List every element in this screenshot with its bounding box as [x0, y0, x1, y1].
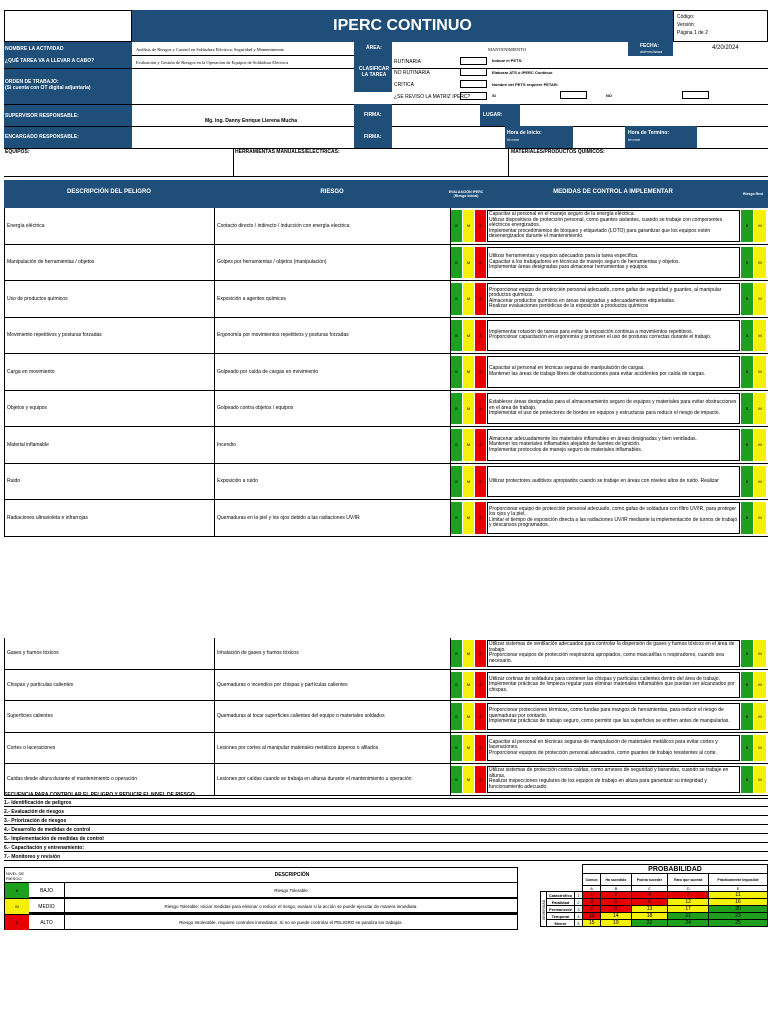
riesgo-cell[interactable]: Lesiones por caídas cuando se trabaja en alturas durante el mantenimiento u operación [215, 764, 451, 795]
nivel-desc: Riesgo Tolerable; Iniciar medidas para eliminar o reducir el riesgo, evaluar si la acción se puede ejecutar de manera inmediata. [164, 904, 418, 909]
matrix-cell: 10 [583, 913, 601, 920]
matrix-cell: 21 [668, 913, 709, 920]
sev-row-number: 4 [575, 913, 583, 920]
no-label: NO [606, 93, 612, 98]
codigo-label: Código: [677, 14, 695, 20]
nivel-desc: Riesgo Tolerable [274, 888, 308, 893]
risk-level-m[interactable]: M [463, 283, 474, 315]
risk-level-a[interactable]: A [475, 320, 486, 352]
peligro-cell[interactable]: Movimiento repetitivos y posturas forzadas [5, 318, 215, 354]
table-row [4, 670, 768, 702]
matrix-cell: 23 [709, 913, 768, 920]
matrix-cell: 9 [601, 906, 631, 913]
nivel-desc: Riesgo Intolerable, requiere controles inmediatos. Si no se puede controlar el PELIGRO se paraliza los trabajos. [179, 920, 403, 925]
medidas-cell[interactable]: Utilizar protectores auditivos apropiados cuando se trabaje en áreas con niveles altos de ruido. Realizar [487, 466, 740, 498]
residual-risk-m[interactable]: M [754, 210, 766, 242]
peligro-cell[interactable]: Cortes o laceraciones [5, 733, 215, 764]
matrix-cell: 25 [709, 920, 768, 927]
matrix-cell: 1 [583, 892, 601, 899]
risk-level-m[interactable]: M [463, 766, 474, 793]
prob-col-label: Podría suceder [631, 874, 668, 886]
probabilidad-title: PROBABILIDAD [583, 865, 768, 874]
herramientas-label: HERRAMIENTAS MANUALES/ELECTRICAS: [235, 149, 340, 155]
riesgo-cell[interactable]: Lesiones por cortes al manipular materiales metálicos ásperos o afilados [215, 733, 451, 764]
risk-level-a[interactable]: A [475, 502, 486, 534]
page-title: IPERC CONTINUO [333, 17, 472, 34]
risk-level-b[interactable]: B [451, 393, 462, 425]
sev-row-number: 5 [575, 920, 583, 927]
prob-col-letter: A [583, 886, 601, 892]
divider [132, 55, 354, 56]
no-rutinaria-checkbox[interactable] [460, 68, 487, 76]
matrix-cell: 17 [668, 906, 709, 913]
residual-risk-b[interactable]: B [741, 640, 753, 667]
hora-inicio-sub: hh:mm [507, 137, 520, 142]
matriz-checkbox[interactable] [460, 92, 487, 100]
risk-level-m[interactable]: M [463, 393, 474, 425]
residual-risk-m[interactable]: M [754, 502, 766, 534]
matrix-cell: 6 [583, 906, 601, 913]
sequence-title: SECUENCIA PARA CONTROLAR EL PELIGRO Y REDUCIR EL NIVEL DE RIESGO [4, 792, 768, 799]
equipos-label: EQUIPOS: [5, 149, 30, 155]
rutinaria-checkbox[interactable] [460, 57, 487, 65]
risk-level-a[interactable]: A [475, 393, 486, 425]
version-label: Versión: [677, 22, 696, 28]
nivel-code: M [5, 899, 29, 914]
residual-risk-m[interactable]: M [754, 356, 766, 388]
risk-level-b[interactable]: B [451, 247, 462, 279]
fecha-value[interactable]: 4/20/2024 [712, 45, 739, 51]
table-row [4, 733, 768, 765]
nivel-name: BAJO [29, 883, 65, 898]
risk-level-m[interactable]: M [463, 320, 474, 352]
col-descripcion-header: DESCRIPCIÓN DEL PELIGRO [67, 189, 151, 195]
riesgo-cell[interactable]: Quemaduras al tocar superficies calientes del equipo o materiales soldados [215, 701, 451, 732]
materiales-label: MATERIALES/PRODUCTOS QUIMICOS: [511, 149, 605, 155]
equipos-box[interactable] [4, 148, 234, 176]
table-row [4, 500, 768, 537]
risk-level-m[interactable]: M [463, 210, 474, 242]
risk-level-b[interactable]: B [451, 502, 462, 534]
risk-level-b[interactable]: B [451, 766, 462, 793]
residual-risk-b[interactable]: B [741, 210, 753, 242]
severidad-label: SEVERIDAD [541, 892, 547, 927]
area-value[interactable]: MANTENIMIENTO [488, 47, 527, 52]
medidas-cell[interactable]: Capacitar al personal en el manejo seguro de la energía eléctrica. Utilizar dispositivos de protección personal, como guantes aislantes, cuando se trabaje con componentes eléctricos energizados. Implementar procedimientos de bloqueo y etiquetado (LOTO) para garantizar que los equipos estén desenergizados durante el mantenimiento. [487, 210, 740, 242]
sev-row-number: 1 [575, 892, 583, 899]
risk-level-b[interactable]: B [451, 672, 462, 699]
fecha-label: FECHA: [640, 43, 659, 49]
medidas-cell[interactable]: Utilizar herramientas y equipos adecuados para la tarea específica. Capacitar a los trabajadores en técnicas de manejo seguro de herramientas y objetos. Implementar áreas designadas para almacenar herramientas y equipos. [487, 247, 740, 279]
medidas-cell[interactable]: Capacitar al personal en técnicas seguras de manipulación de materiales metálicos para evitar cortes y laceraciones. Proporcionar equipos de protección personal adecuados, como guantes de trabajo resistentes al corte. [487, 735, 740, 762]
tarea-value[interactable]: Evaluación y Gestión de Riesgos en la Operación de Equipos de Soldadura Eléctrica [136, 60, 289, 65]
residual-risk-m[interactable]: M [754, 703, 766, 730]
risk-level-a[interactable]: A [475, 672, 486, 699]
hora-termino-sub: hh:mm [628, 137, 641, 142]
residual-risk-m[interactable]: M [754, 429, 766, 461]
nivel-row [4, 914, 518, 930]
peligro-cell[interactable]: Carga en movimiento [5, 354, 215, 390]
residual-risk-b[interactable]: B [741, 766, 753, 793]
matrix-cell: 18 [631, 913, 668, 920]
orden-label: ORDEN DE TRABAJO: [5, 79, 59, 85]
sev-row-number: 3 [575, 906, 583, 913]
table-row [4, 638, 768, 670]
residual-risk-b[interactable]: B [741, 672, 753, 699]
medidas-cell[interactable]: Proporcionar protecciones térmicas, como fundas para mangos de herramientas, para reducir el riesgo de quemaduras por contacto. Implementar prácticas de trabajo seguro, como permitir que las superficies se enfríen antes de manipularlas. [487, 703, 740, 730]
riesgo-cell[interactable]: Quemaduras en la piel y los ojos debido a las radiaciones UV/IR [215, 500, 451, 536]
matrix-cell: 19 [601, 920, 631, 927]
prob-col-label: Común [583, 874, 601, 886]
peligro-cell[interactable]: Caídas desde altura durante el mantenimiento o operación [5, 764, 215, 795]
area-label: ÁREA: [366, 45, 382, 51]
sev-row-label: Permanente [547, 906, 575, 913]
residual-risk-b[interactable]: B [741, 703, 753, 730]
prob-col-letter: B [601, 886, 631, 892]
medidas-cell[interactable]: Capacitar al personal en técnicas seguras de manipulación de cargas. Mantener las áreas de trabajo libres de obstrucciones para evitar accidentes por caída de cargas. [487, 356, 740, 388]
risk-level-b[interactable]: B [451, 735, 462, 762]
prob-col-letter: C [631, 886, 668, 892]
riesgo-cell[interactable]: Contacto directo / indirecto / inducción con energía electrica [215, 208, 451, 244]
peligro-cell[interactable]: Ruido [5, 464, 215, 500]
table-row [4, 281, 768, 318]
risk-level-a[interactable]: A [475, 356, 486, 388]
risk-level-m[interactable]: M [463, 703, 474, 730]
risk-level-b[interactable]: B [451, 429, 462, 461]
requiere-petar-label: Nombre del PETS requiere PETAR: [492, 82, 559, 87]
table-row [4, 208, 768, 245]
matrix-cell: 14 [601, 913, 631, 920]
matrix-cell: 20 [709, 906, 768, 913]
matrix-cell: 4 [631, 892, 668, 899]
clasificar-label: CLASIFICAR LA TAREA [358, 66, 390, 78]
peligro-cell[interactable]: Objetos y equipos [5, 391, 215, 427]
sequence-step: 6.- Capacitación y entrenamiento: [4, 845, 768, 852]
probabilidad-matrix [540, 864, 768, 927]
hora-termino-label: Hora de Termino: [628, 130, 670, 136]
medidas-cell[interactable]: Proporcionar equipo de protección personal adecuado, como gafas de seguridad y guantes, al manipular productos químicos. Almacenar productos químicos en áreas designadas y adecuadamente etiquetadas. Realizar evaluaciones periódicas de la exposición a productos químicos [487, 283, 740, 315]
nivel-code: A [5, 915, 29, 930]
riesgo-cell[interactable]: Incendio [215, 427, 451, 463]
fecha-sub: dd/mm/aaaa [640, 49, 663, 54]
nivel-code: B [5, 883, 29, 898]
peligro-cell[interactable]: Superficies calientes [5, 701, 215, 732]
medidas-cell[interactable]: Establecer áreas designadas para el almacenamiento seguro de equipos y materiales para evitar obstrucciones en el área de trabajo. Implementar el uso de protectores de bordes en equipos y estructuras para reducir el riesgo de impacto. [487, 393, 740, 425]
risk-level-a[interactable]: A [475, 210, 486, 242]
divider [4, 176, 768, 177]
prob-col-label: Ha sucedido [601, 874, 631, 886]
prob-col-label: Raro que suceda [668, 874, 709, 886]
no-rutinaria-label: NO RUTINARIA [394, 70, 430, 76]
prob-col-letter: E [709, 886, 768, 892]
residual-risk-b[interactable]: B [741, 283, 753, 315]
matrix-cell: 8 [631, 899, 668, 906]
peligro-cell[interactable]: Radiaciones ultravioleta e infrarrojas [5, 500, 215, 536]
si-checkbox[interactable] [560, 91, 587, 99]
medidas-cell[interactable]: Utilizar sistemas de ventilación adecuados para controlar la dispersión de gases y humos tóxicos en el área de trabajo. Proporcionar equipos de protección respiratoria apropiados, como mascarillas o respiradores, cuando sea necesario. [487, 640, 740, 667]
matrix-cell: 12 [668, 899, 709, 906]
medidas-cell[interactable]: Utilizar cortinas de soldadura para contener las chispas y partículas calientes dentro del área de trabajo. Implementar prácticas de limpieza regular para eliminar materiales inflamables que puedan ser alcanzados por chispas. [487, 672, 740, 699]
risk-level-m[interactable]: M [463, 735, 474, 762]
table-row [4, 354, 768, 391]
risk-level-b[interactable]: B [451, 356, 462, 388]
matrix-cell: 5 [601, 899, 631, 906]
risk-level-a[interactable]: A [475, 640, 486, 667]
riesgo-cell[interactable]: Exposición a agentes químicos [215, 281, 451, 317]
matrix-cell: 3 [583, 899, 601, 906]
rutinaria-label: RUTINARIA [394, 59, 421, 65]
tarea-label: ¿QUÉ TAREA VA A LLEVAR A CABO? [5, 58, 95, 64]
risk-level-a[interactable]: A [475, 466, 486, 498]
residual-risk-b[interactable]: B [741, 735, 753, 762]
medidas-cell[interactable]: Utilizar sistemas de protección contra caídas, como arneses de seguridad y barandas, cuando se trabaje en alturas. Realizar inspecciones regulares de los equipos de trabajo en altura para garantizar su integridad y funcionamiento adecuado. [487, 766, 740, 793]
sequence-step: 5.- Implementación de medidas de control [4, 836, 768, 843]
matrix-cell: 7 [668, 892, 709, 899]
sequence-step: 3.- Priorización de riesgos [4, 818, 768, 825]
residual-risk-m[interactable]: M [754, 766, 766, 793]
medidas-cell[interactable]: Almacenar adecuadamente los materiales inflamables en áreas designadas y bien ventiladas. Mantener los materiales inflamables alejados de fuentes de ignición. Implementar protocolos de manejo seguro de materiales inflamables. [487, 429, 740, 461]
risk-level-a[interactable]: A [475, 283, 486, 315]
nivel-header: NIVEL DE RIESGO [6, 871, 25, 881]
sequence-step: 1.- Identificación de peligros [4, 800, 768, 807]
riesgo-cell[interactable]: Quemaduras o incendios por chispas y partículas calientes [215, 670, 451, 701]
orden-sub: (Si cuenta con OT digital adjuntarla) [5, 85, 91, 91]
firma-label-2: FIRMA: [364, 134, 382, 140]
sev-row-number: 2 [575, 899, 583, 906]
peligro-cell[interactable]: Gases y humos tóxicos [5, 638, 215, 669]
peligro-cell[interactable]: Energía eléctrica [5, 208, 215, 244]
residual-risk-m[interactable]: M [754, 283, 766, 315]
riesgo-cell[interactable]: Golpeado por caída de cargas en movimiento [215, 354, 451, 390]
peligro-cell[interactable]: Uso de productos químicos [5, 281, 215, 317]
peligro-cell[interactable]: Manipulación de herramientas / objetos [5, 245, 215, 281]
riesgo-cell[interactable]: Golpeado contra objetos / equipos [215, 391, 451, 427]
si-label: SI [492, 93, 496, 98]
doc-code-box [673, 10, 768, 42]
peligro-cell[interactable]: Material inflamable [5, 427, 215, 463]
col-riesgo-res-header: Riesgo Resi [742, 192, 764, 196]
table-row [4, 464, 768, 501]
sequence-step: 2.- Evaluación de riesgos [4, 809, 768, 816]
risk-level-m[interactable]: M [463, 672, 474, 699]
critica-label: CRITICA [394, 82, 414, 88]
pagina-label: Página 1 de 2 [677, 30, 708, 36]
matrix-cell: 15 [583, 920, 601, 927]
sev-row-label: Fatalidad [547, 899, 575, 906]
sev-row-label: Temporal [547, 913, 575, 920]
residual-risk-b[interactable]: B [741, 247, 753, 279]
herramientas-box[interactable] [234, 148, 509, 176]
table-row [4, 764, 768, 796]
risk-level-a[interactable]: A [475, 247, 486, 279]
sev-row-label: Menor [547, 920, 575, 927]
residual-risk-m[interactable]: M [754, 466, 766, 498]
matrix-cell: 16 [709, 899, 768, 906]
table-row [4, 391, 768, 428]
lugar-label: LUGAR: [483, 112, 503, 118]
descripcion-header: DESCRIPCIÓN [274, 872, 310, 878]
no-checkbox[interactable] [682, 91, 709, 99]
risk-level-a[interactable]: A [475, 735, 486, 762]
riesgo-cell[interactable]: Golpes por herramientas / objetos (manipulación) [215, 245, 451, 281]
logo-area [4, 10, 132, 42]
indicar-pets-label: Indicar el PETS: [492, 58, 523, 63]
medidas-cell[interactable]: Proporcionar equipo de protección personal adecuado, como gafas de soldadura con filtro UV/IR, para proteger los ojos y la piel. Limitar el tiempo de exposición directa a las radiaciones UV/IR mediante la implementación de turnos de trabajo y descansos programados. [487, 502, 740, 534]
nivel-name: MEDIO [29, 899, 65, 914]
table-row [4, 245, 768, 282]
risk-level-b[interactable]: B [451, 466, 462, 498]
nombre-actividad-label: NOMBRE LA ACTIVIDAD [5, 46, 64, 52]
risk-level-b[interactable]: B [451, 703, 462, 730]
critica-checkbox[interactable] [460, 80, 487, 88]
risk-level-b[interactable]: B [451, 210, 462, 242]
risk-level-b[interactable]: B [451, 320, 462, 352]
residual-risk-b[interactable]: B [741, 466, 753, 498]
supervisor-label: SUPERVISOR RESPONSABLE: [5, 113, 79, 119]
residual-risk-b[interactable]: B [741, 502, 753, 534]
nivel-row [4, 898, 518, 914]
risk-level-a[interactable]: A [475, 703, 486, 730]
riesgo-cell[interactable]: Inhalación de gases y humos tóxicos [215, 638, 451, 669]
prob-col-label: Prácticamente imposible [709, 874, 768, 886]
matriz-label: ¿SE REVISO LA MATRIZ IPERC? [394, 94, 471, 100]
elaborar-ats-label: Elaborar ATS ó IPERC Continuo [492, 70, 553, 75]
sequence-step: 7.- Monitoreo y revisión [4, 854, 768, 861]
matrix-cell: 22 [631, 920, 668, 927]
risk-level-b[interactable]: B [451, 640, 462, 667]
nivel-name: ALTO [29, 915, 65, 930]
prob-col-letter: D [668, 886, 709, 892]
sequence-step: 4.- Desarrollo de medidas de control [4, 827, 768, 834]
residual-risk-b[interactable]: B [741, 320, 753, 352]
risk-level-m[interactable]: M [463, 466, 474, 498]
residual-risk-b[interactable]: B [741, 393, 753, 425]
col-riesgo-header: RIESGO [320, 189, 344, 195]
risk-level-b[interactable]: B [451, 283, 462, 315]
residual-risk-b[interactable]: B [741, 356, 753, 388]
residual-risk-m[interactable]: M [754, 735, 766, 762]
encargado-label: ENCARGADO RESPONSABLE: [5, 134, 79, 140]
peligro-cell[interactable]: Chispas y partículas calientes [5, 670, 215, 701]
risk-level-m[interactable]: M [463, 247, 474, 279]
residual-risk-m[interactable]: M [754, 247, 766, 279]
matrix-cell: 11 [709, 892, 768, 899]
firma-label-1: FIRMA: [364, 112, 382, 118]
medidas-cell[interactable]: Implementar rotación de tareas para evitar la exposición continua a movimientos repetitivos. Proporcionar capacitación en ergonomía y promover el uso de posturas correctas durante el trabajo. [487, 320, 740, 352]
risk-level-a[interactable]: A [475, 766, 486, 793]
table-row [4, 701, 768, 733]
matrix-cell: 24 [668, 920, 709, 927]
sev-row-label: Catastrófico [547, 892, 575, 899]
col-evaluacion-header: EVALUACIÓN IPERC (Riesgo Inicial) [448, 190, 484, 198]
supervisor-value[interactable]: Mg. Ing. Danny Enrique Llerena Mucha [205, 118, 297, 124]
table-row [4, 427, 768, 464]
riesgo-cell[interactable]: Ergonomía por movimientos repetitivos y posturas forzadas [215, 318, 451, 354]
col-medidas-header: MEDIDAS DE CONTROL A IMPLEMENTAR [553, 189, 673, 195]
risk-level-m[interactable]: M [463, 429, 474, 461]
nivel-row [4, 882, 518, 898]
table-row [4, 318, 768, 355]
risk-level-m[interactable]: M [463, 502, 474, 534]
nombre-actividad-value[interactable]: Análisis de Riesgos y Control en Soldadura Eléctrica: Seguridad y Mantenimiento [136, 47, 285, 52]
risk-level-m[interactable]: M [463, 356, 474, 388]
residual-risk-m[interactable]: M [754, 640, 766, 667]
matrix-cell: 2 [601, 892, 631, 899]
riesgo-cell[interactable]: Exposición a ruido [215, 464, 451, 500]
residual-risk-m[interactable]: M [754, 320, 766, 352]
matrix-cell: 13 [631, 906, 668, 913]
residual-risk-b[interactable]: B [741, 429, 753, 461]
residual-risk-m[interactable]: M [754, 672, 766, 699]
hora-inicio-label: Hora de Inicio: [507, 130, 542, 136]
risk-level-a[interactable]: A [475, 429, 486, 461]
risk-level-m[interactable]: M [463, 640, 474, 667]
residual-risk-m[interactable]: M [754, 393, 766, 425]
